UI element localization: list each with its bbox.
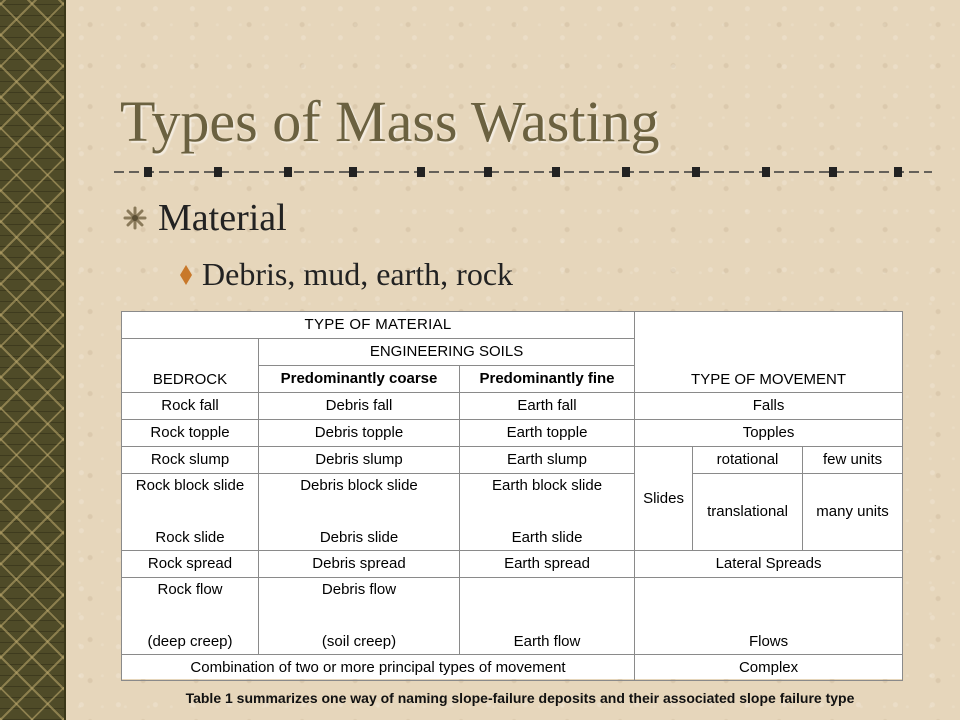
bullet-material [122, 196, 287, 240]
cell-debris-block-slide: Debris block slide [300, 477, 418, 494]
cell-translational: translational [693, 474, 803, 551]
cell-slides: Slides [635, 447, 693, 551]
cell-flows: Flows [635, 578, 903, 655]
cell-combination: Combination of two or more principal types of movement [122, 655, 635, 681]
table-row-slides [122, 474, 903, 551]
cell-topples: Topples [635, 420, 903, 447]
cell-debris-flows [259, 578, 460, 655]
decorative-sidebar [0, 0, 66, 720]
table-row-topples [122, 420, 903, 447]
cell-rock-flow: Rock flow [157, 581, 223, 598]
header-predominantly-coarse: Predominantly coarse [259, 366, 460, 393]
header-type-of-material: TYPE OF MATERIAL [122, 312, 635, 339]
cell-lateral-spreads: Lateral Spreads [635, 551, 903, 578]
cell-earth-block-slide: Earth block slide [491, 477, 603, 494]
cell-debris-flow: Debris flow [321, 581, 397, 598]
header-type-of-movement: TYPE OF MOVEMENT [635, 312, 903, 393]
cell-debris-slides [259, 474, 460, 551]
cell-rock-slides [122, 474, 259, 551]
cell-rock-slump: Rock slump [122, 447, 259, 474]
cell-soil-creep: (soil creep) [321, 633, 397, 650]
cell-debris-topple: Debris topple [259, 420, 460, 447]
cell-few-units: few units [803, 447, 903, 474]
cell-rock-slide: Rock slide [155, 529, 225, 546]
cell-debris-slide: Debris slide [319, 529, 399, 546]
cell-earth-slides [460, 474, 635, 551]
table-caption: Table 1 summarizes one way of naming slope-failure deposits and their associated slope failure type [185, 690, 855, 706]
slide-title: Types of Mass Wasting [120, 89, 660, 154]
mass-wasting-table [121, 311, 902, 679]
bullet-debris-text: Debris, mud, earth, rock [202, 256, 514, 292]
cell-rock-spread: Rock spread [122, 551, 259, 578]
bullet-debris [178, 256, 513, 293]
cell-complex: Complex [635, 655, 903, 681]
cell-debris-fall: Debris fall [259, 393, 460, 420]
header-predominantly-fine: Predominantly fine [460, 366, 635, 393]
cell-rock-block-slide: Rock block slide [135, 477, 245, 494]
cell-earth-slide: Earth slide [511, 529, 583, 546]
header-bedrock: BEDROCK [122, 339, 259, 393]
cell-rotational: rotational [693, 447, 803, 474]
cell-earth-topple: Earth topple [460, 420, 635, 447]
cell-falls: Falls [635, 393, 903, 420]
cell-rock-flows [122, 578, 259, 655]
cell-debris-slump: Debris slump [259, 447, 460, 474]
cell-deep-creep: (deep creep) [147, 633, 233, 650]
cell-debris-spread: Debris spread [259, 551, 460, 578]
cell-earth-fall: Earth fall [460, 393, 635, 420]
classification-table [121, 311, 903, 681]
header-engineering-soils: ENGINEERING SOILS [259, 339, 635, 366]
table-row-spreads [122, 551, 903, 578]
bullet-material-text: Material [158, 197, 287, 239]
title-divider [114, 162, 934, 182]
diamond-bullet-icon [178, 263, 194, 287]
table-row-falls [122, 393, 903, 420]
cell-many-units: many units [803, 474, 903, 551]
asterisk-bullet-icon [122, 205, 148, 231]
table-row-complex [122, 655, 903, 681]
table-row-flows [122, 578, 903, 655]
cell-rock-fall: Rock fall [122, 393, 259, 420]
table-row-slump [122, 447, 903, 474]
cell-earth-flow: Earth flow [460, 578, 635, 655]
cell-earth-slump: Earth slump [460, 447, 635, 474]
cell-rock-topple: Rock topple [122, 420, 259, 447]
cell-earth-spread: Earth spread [460, 551, 635, 578]
